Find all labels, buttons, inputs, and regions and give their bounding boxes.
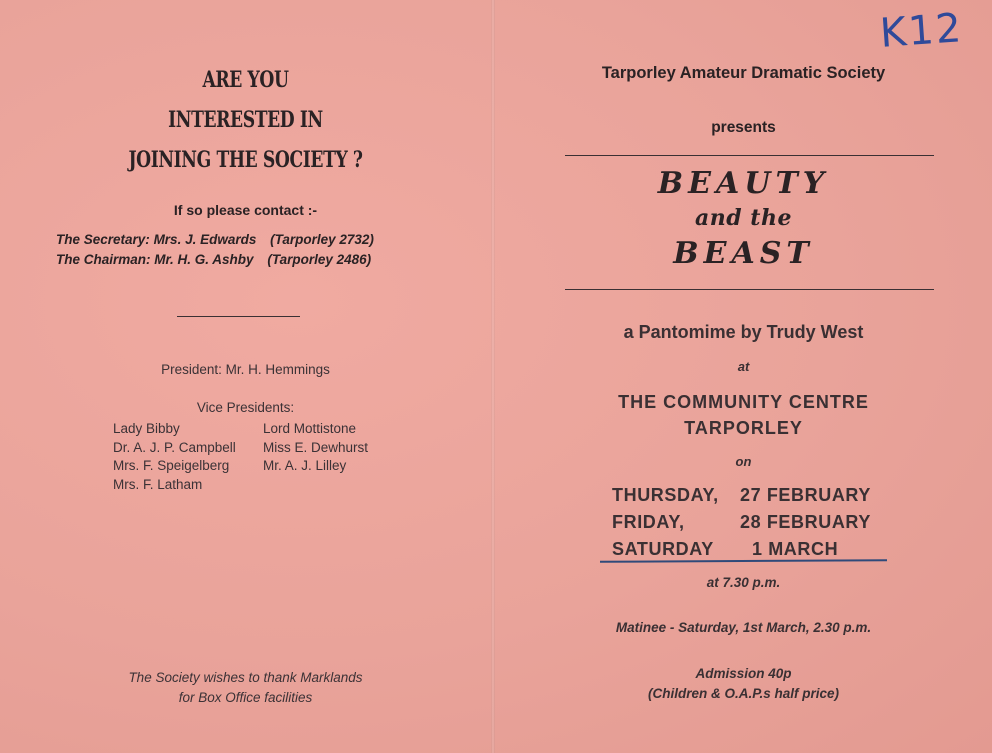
performance-day: SATURDAY: [612, 539, 714, 559]
performance-day-date: 27 FEBRUARY: [740, 485, 871, 505]
handwritten-annotation: K12: [878, 5, 965, 57]
contact-secretary: [56, 232, 374, 247]
thanks-note: [0, 668, 491, 708]
venue-line: THE COMMUNITY CENTRE: [618, 392, 869, 412]
on-text: on: [735, 454, 752, 469]
performance-time: at 7.30 p.m.: [706, 575, 781, 590]
vice-president: Lord Mottistone: [263, 421, 357, 436]
join-heading-line: INTERESTED IN: [168, 107, 323, 133]
vice-presidents-column-2: [263, 420, 368, 476]
divider: [565, 289, 934, 290]
vice-presidents-column-1: [113, 420, 236, 494]
president: President: Mr. H. Hemmings: [161, 362, 330, 377]
performance-day: FRIDAY,: [612, 512, 685, 532]
admission-line: (Children & O.A.P.s half price): [647, 686, 840, 701]
admission-line: Admission 40p: [695, 666, 792, 681]
join-heading: [54, 60, 437, 180]
contact-phone: (Tarporley 2486): [267, 252, 372, 267]
vice-president: Miss E. Dewhurst: [263, 439, 369, 455]
join-heading-line: JOINING THE SOCIETY ?: [128, 147, 363, 173]
join-heading-line: ARE YOU: [202, 67, 289, 93]
vice-president: Mr. A. J. Lilley: [263, 458, 347, 473]
vice-president: Dr. A. J. P. Campbell: [113, 439, 236, 455]
performance-date: [612, 485, 871, 506]
performance-date: [612, 539, 838, 560]
vice-president: Mrs. F. Latham: [113, 476, 203, 492]
contact-chairman: [56, 252, 371, 267]
contact-name: Mr. H. G. Ashby: [154, 252, 254, 267]
divider: [177, 316, 300, 317]
show-title-line: BEAUTY: [657, 166, 830, 201]
presents-text: presents: [711, 119, 776, 136]
performance-day-date: 1 MARCH: [752, 539, 839, 559]
matinee-info: Matinee - Saturday, 1st March, 2.30 p.m.: [615, 620, 872, 635]
contact-role: The Chairman:: [56, 252, 151, 267]
contact-label: If so please contact :-: [173, 202, 318, 218]
contact-name: Mrs. J. Edwards: [153, 232, 257, 247]
pantomime-credit: a Pantomime by Trudy West: [623, 322, 864, 342]
at-text: at: [737, 359, 750, 374]
performance-day-date: 28 FEBRUARY: [740, 512, 871, 532]
show-title-line: BEAST: [673, 236, 814, 271]
right-panel: [495, 0, 992, 753]
society-name: Tarporley Amateur Dramatic Society: [601, 64, 886, 82]
show-title-line: and the: [695, 205, 792, 231]
contact-role: The Secretary:: [56, 232, 150, 247]
divider: [565, 155, 934, 156]
thanks-line: The Society wishes to thank Marklands: [128, 670, 363, 685]
venue-line: TARPORLEY: [684, 418, 803, 438]
admission-info: [495, 664, 992, 704]
vice-president: Lady Bibby: [113, 421, 180, 436]
left-panel: [0, 0, 491, 753]
vice-president: Mrs. F. Speigelberg: [113, 458, 230, 473]
performance-date: [612, 512, 871, 533]
contact-phone: (Tarporley 2732): [270, 232, 374, 247]
pen-underline: [600, 559, 887, 563]
performance-day: THURSDAY,: [612, 485, 719, 505]
thanks-line: for Box Office facilities: [178, 690, 313, 705]
vice-presidents-title: Vice Presidents:: [196, 400, 295, 415]
